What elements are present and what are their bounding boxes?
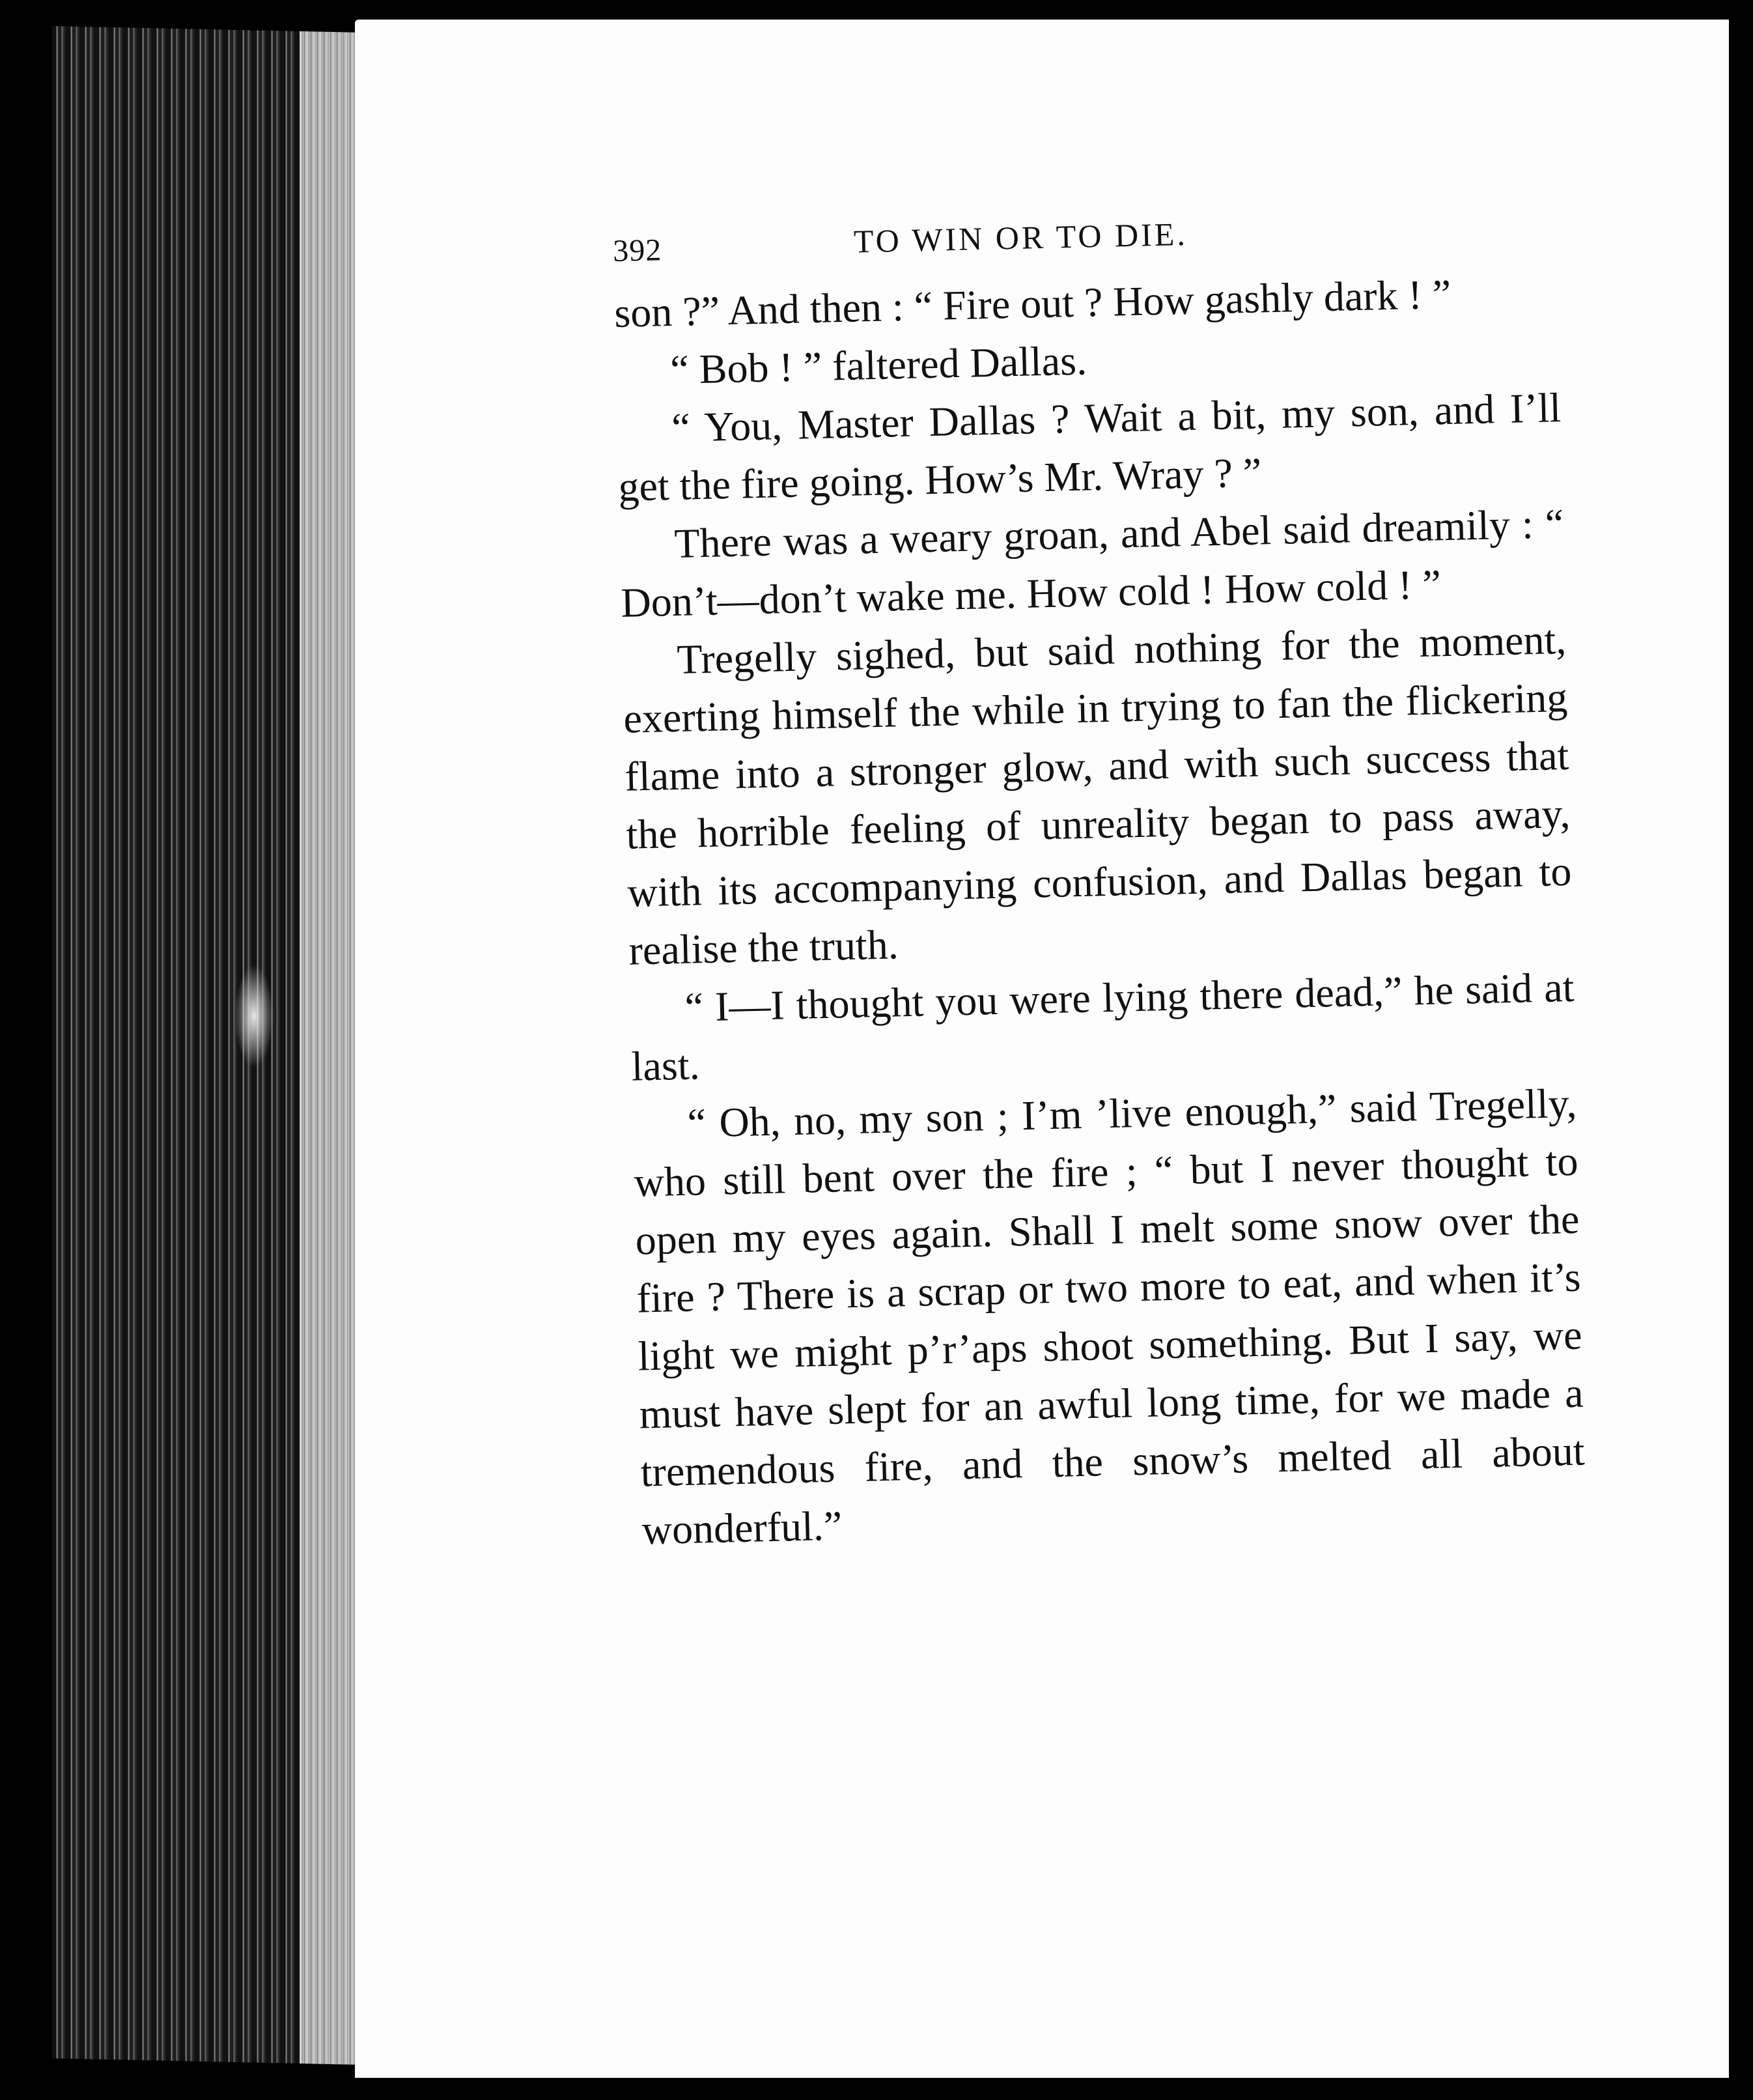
paragraph: “ I—I thought you were lying there dead,” he said at last. [630,963,1575,1090]
paragraph: “ You, Master Dallas ? Wait a bit, my son, and I’ll get the fire going. How’s Mr. Wray ? ” [617,384,1562,510]
page-number: 392 [612,233,662,268]
running-title: TO WIN OR TO DIE. [853,215,1188,260]
paragraph: Tregelly sighed, but said nothing for the moment, exerting himself the while in trying to fan the flickering flame into a stronger glow, and with such success that the horrible feeling of unreality began to pass away, with its accompanying confusion, and Dallas began to realise the truth. [623,616,1573,974]
running-head [612,193,1558,274]
paragraph-continuation: son ?” And then : “ Fire out ? How gashly dark ! ” [613,270,1451,336]
book-page [355,20,1729,2078]
page-edge-stack [52,26,391,2065]
paragraph: “ Oh, no, my son ; I’m ’live enough,” said Tregelly, who still bent over the fire ; “ but I never thought to open my eyes again. Shall I melt some snow over the fire ? There is a scrap or two more to eat, and when it’s light we might p’r’aps shoot something. But I say, we must have slept for an awful long time, for we made a tremendous fire, and the snow’s melted all about wonderful.” [633,1079,1586,1554]
body-text [613,262,1586,1559]
page-content [612,193,1586,1559]
paragraph: There was a weary groan, and Abel said dreamily : “ Don’t—don’t wake me. How cold ! How cold ! ” [620,500,1564,626]
light-glare [234,964,273,1068]
paragraph: “ Bob ! ” faltered Dallas. [669,337,1087,393]
